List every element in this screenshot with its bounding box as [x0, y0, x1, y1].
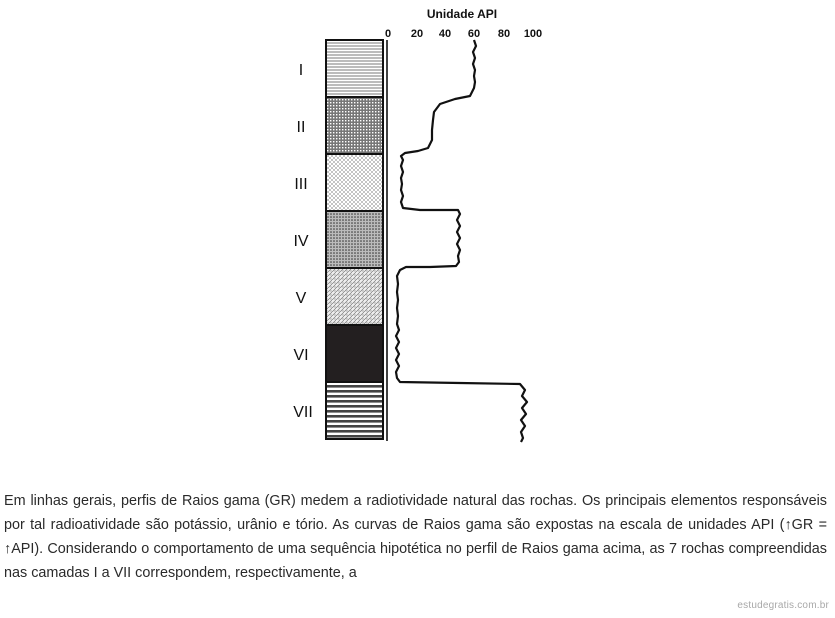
- tick-label: 80: [497, 28, 511, 40]
- layer-label-ii: II: [296, 119, 306, 136]
- layer-ii-block: [326, 97, 383, 154]
- layer-label-vi: VI: [293, 347, 309, 364]
- layer-iv-block: [326, 211, 383, 268]
- tick-label: 20: [410, 28, 424, 40]
- tick-label: 40: [438, 28, 452, 40]
- layer-label-v: V: [295, 290, 307, 307]
- tick-label: 0: [384, 28, 392, 40]
- layer-labels: [293, 62, 313, 421]
- layer-iii-block: [326, 154, 383, 211]
- layer-vii-block: [326, 382, 383, 439]
- gamma-ray-curve: [396, 40, 527, 442]
- layer-label-vii: VII: [293, 404, 313, 421]
- layer-v-block: [326, 268, 383, 325]
- layer-vi-block: [326, 325, 383, 382]
- lithology-column: [326, 40, 383, 439]
- tick-label: 60: [467, 28, 481, 40]
- layer-label-iv: IV: [293, 233, 309, 250]
- layer-label-iii: III: [294, 176, 308, 193]
- question-text: Em linhas gerais, perfis de Raios gama (GR) medem a radiotividade natural das rochas. Os principais elementos responsáveis por tal radioatividade são potássio, urânio e tório. As curvas de Raios gama são expostas na escala de unidades API (↑GR = ↑API). Considerando o comportamento de uma sequência hipotética no perfil de Raios gama acima, as 7 rochas compreendidas nas camadas I a VII correspondem, respectivamente, a: [4, 493, 827, 581]
- axis-ticks: [385, 28, 542, 40]
- tick-label: 100: [523, 28, 543, 40]
- layer-i-block: [326, 40, 383, 97]
- layer-label-i: I: [298, 62, 304, 79]
- axis-title: Unidade API: [426, 7, 498, 21]
- watermark: estudegratis.com.br: [737, 600, 829, 611]
